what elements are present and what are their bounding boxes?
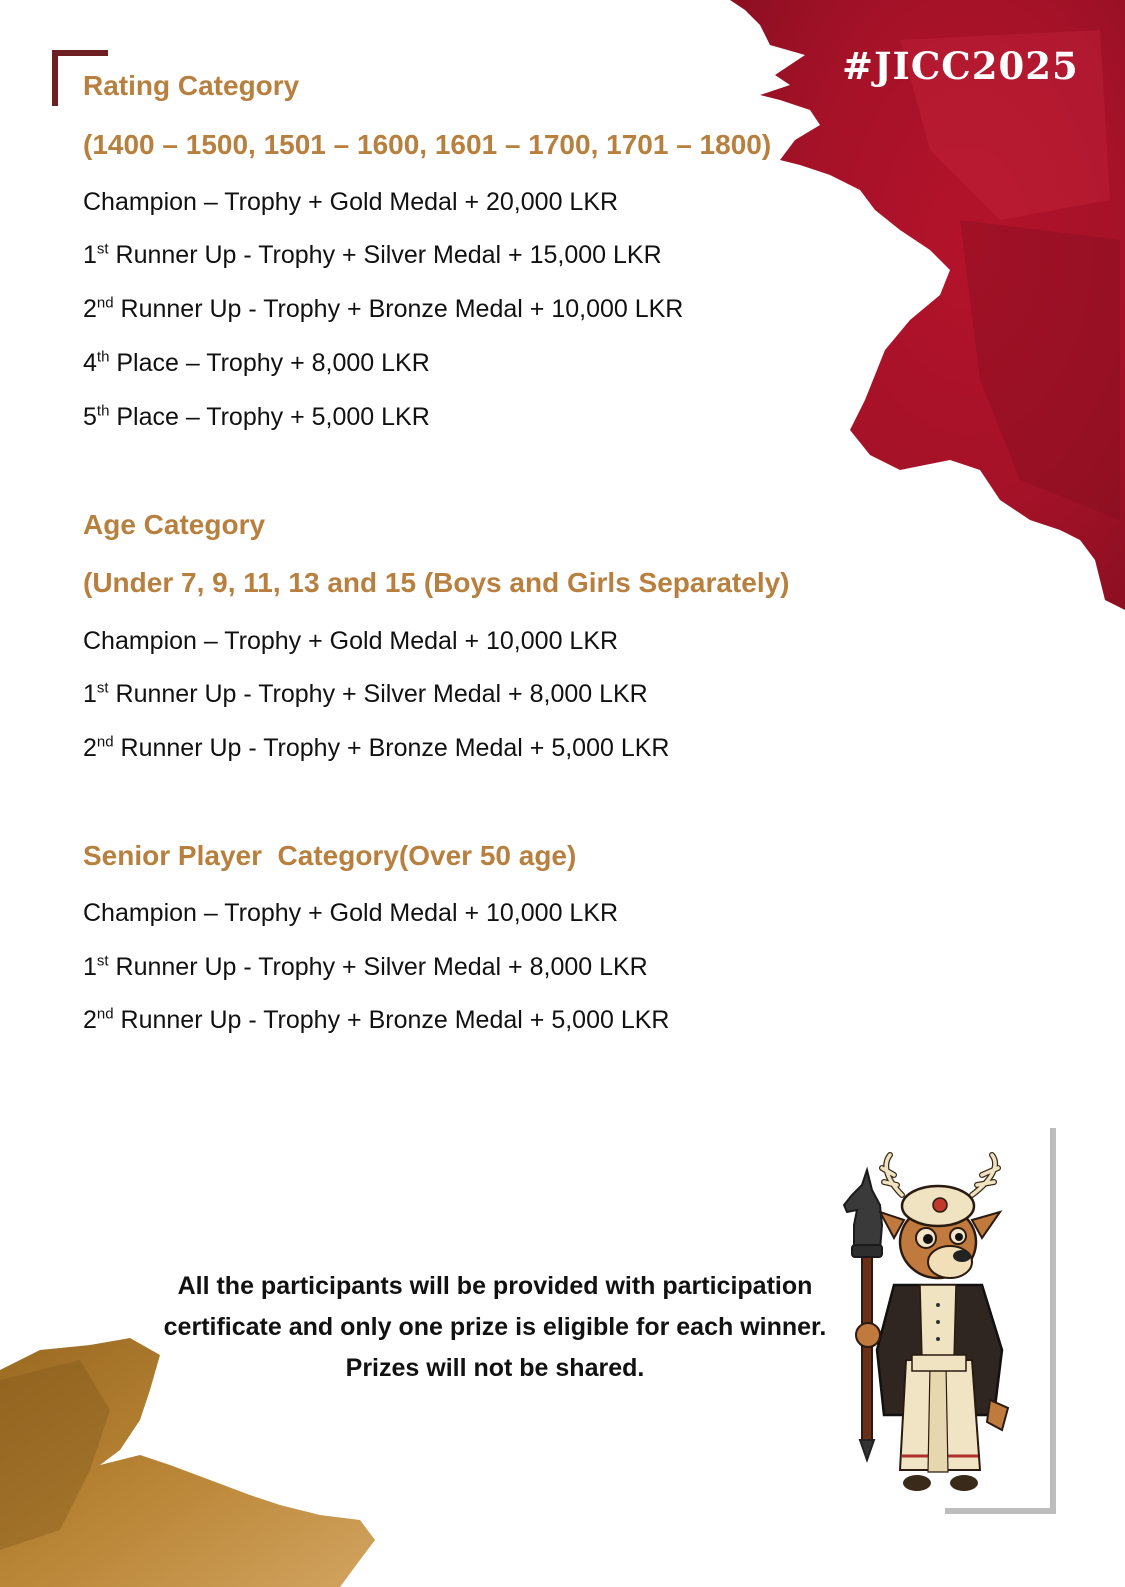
deer-mascot-icon [822, 1150, 1037, 1500]
ordinal: 1 [83, 680, 97, 708]
prize-text: Champion – Trophy + Gold Medal + 10,000 LKR [83, 627, 619, 655]
prize-text: Runner Up - Trophy + Silver Medal + 8,000 LKR [108, 680, 648, 708]
prize-text: Runner Up - Trophy + Bronze Medal + 5,000 LKR [113, 734, 670, 762]
senior-prize-champion [83, 899, 618, 928]
prize-text: Champion – Trophy + Gold Medal + 10,000 LKR [83, 899, 619, 927]
participation-note [140, 1266, 850, 1389]
ordinal-suffix: th [96, 348, 110, 366]
prize-text: Place – Trophy + 8,000 LKR [109, 349, 430, 377]
age-category-subtitle: (Under 7, 9, 11, 13 and 15 (Boys and Girls Separately) [83, 567, 790, 598]
ordinal: 2 [83, 734, 97, 762]
age-prize-champion [83, 627, 618, 656]
rating-category-title: Rating Category [83, 70, 300, 101]
ordinal-suffix: th [96, 402, 110, 420]
mascot-frame-right [1050, 1128, 1056, 1514]
prize-text: Runner Up - Trophy + Silver Medal + 15,000 LKR [108, 241, 662, 269]
prize-text: Runner Up - Trophy + Silver Medal + 8,000 LKR [108, 953, 648, 981]
ordinal: 1 [83, 953, 97, 981]
ordinal: 4 [83, 349, 97, 377]
prize-text: Place – Trophy + 5,000 LKR [109, 403, 430, 431]
senior-prize-1st-runner-up [83, 953, 648, 982]
prize-text: Champion – Trophy + Gold Medal + 20,000 LKR [83, 188, 619, 216]
rating-prize-4th-place [83, 349, 430, 378]
ordinal-suffix: st [96, 240, 109, 258]
ordinal-suffix: nd [96, 733, 114, 751]
note-line-1: All the participants will be provided with participation [177, 1272, 813, 1300]
ordinal: 1 [83, 241, 97, 269]
ordinal: 5 [83, 403, 97, 431]
prize-text: Runner Up - Trophy + Bronze Medal + 10,000 LKR [113, 295, 684, 323]
ordinal: 2 [83, 295, 97, 323]
rating-prize-2nd-runner-up [83, 295, 683, 324]
event-hashtag: #JICC2025 [842, 44, 1079, 88]
ordinal-suffix: st [96, 679, 109, 697]
ordinal: 2 [83, 1006, 97, 1034]
ordinal-suffix: nd [96, 1005, 114, 1023]
ordinal-suffix: st [96, 952, 109, 970]
rating-prize-champion [83, 188, 618, 217]
red-brush-splash [700, 0, 1125, 620]
senior-prize-2nd-runner-up [83, 1006, 669, 1035]
rating-category-subtitle: (1400 – 1500, 1501 – 1600, 1601 – 1700, 1701 – 1800) [83, 129, 772, 160]
rating-prize-5th-place [83, 403, 430, 432]
ordinal-suffix: nd [96, 294, 114, 312]
note-line-3: Prizes will not be shared. [345, 1354, 645, 1382]
senior-category-title: Senior Player Category(Over 50 age) [83, 840, 577, 871]
age-prize-2nd-runner-up [83, 734, 669, 763]
note-line-2: certificate and only one prize is eligible for each winner. [163, 1313, 827, 1341]
prize-text: Runner Up - Trophy + Bronze Medal + 5,000 LKR [113, 1006, 670, 1034]
age-category-title: Age Category [83, 509, 266, 540]
rating-prize-1st-runner-up [83, 241, 662, 270]
mascot-frame-bottom [945, 1508, 1056, 1514]
age-prize-1st-runner-up [83, 680, 648, 709]
